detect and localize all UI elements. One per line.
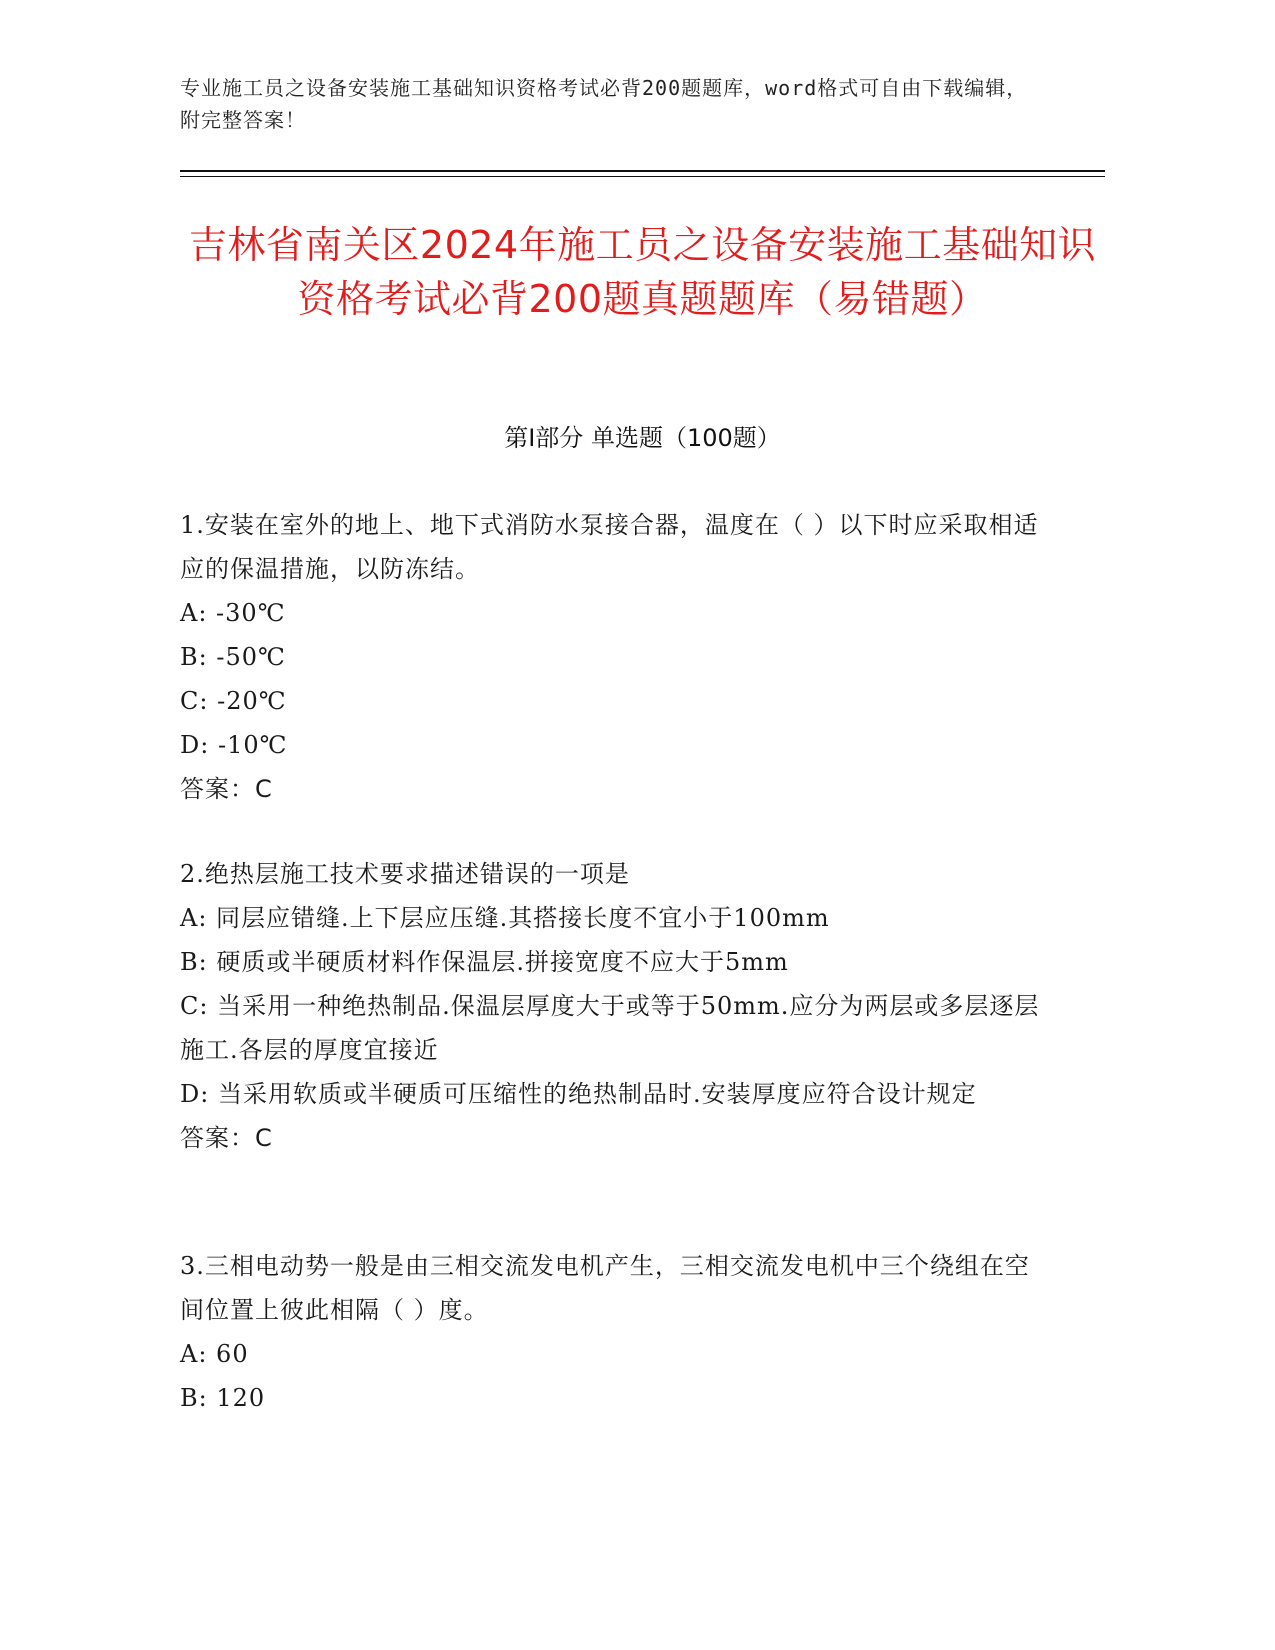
option-b: B: 120 (180, 1384, 266, 1412)
option-a: A: 同层应错缝.上下层应压缝.其搭接长度不宜小于100mm (180, 904, 830, 932)
option-d: D: -10℃ (180, 731, 288, 759)
option-c: C: 当采用一种绝热制品.保温层厚度大于或等于50mm.应分为两层或多层逐层施工.各层的厚度宜接近 (180, 992, 1040, 1064)
question-stem: 1.安装在室外的地上、地下式消防水泵接合器，温度在（ ）以下时应采取相适应的保温措施，以防冻结。 (180, 511, 1039, 583)
option-a: A: 60 (180, 1340, 249, 1368)
option-b: B: 硬质或半硬质材料作保温层.拼接宽度不应大于5mm (180, 948, 789, 976)
question-stem: 2.绝热层施工技术要求描述错误的一项是 (180, 860, 630, 888)
question-3 (180, 1244, 1040, 1420)
section-title: 第Ⅰ部分 单选题（100题） (504, 424, 781, 452)
option-d: D: 当采用软质或半硬质可压缩性的绝热制品时.安装厚度应符合设计规定 (180, 1080, 977, 1108)
header-note: 专业施工员之设备安装施工基础知识资格考试必背200题题库，word格式可自由下载编辑，附完整答案！ (180, 76, 1028, 132)
option-b: B: -50℃ (180, 643, 286, 671)
header-rule-thick (180, 170, 1105, 172)
answer: 答案：C (180, 1124, 273, 1152)
option-c: C: -20℃ (180, 687, 287, 715)
document-title: 吉林省南关区2024年施工员之设备安装施工基础知识资格考试必背200题真题题库（易错题） (188, 223, 1097, 321)
option-a: A: -30℃ (180, 599, 286, 627)
question-2 (180, 852, 1040, 1160)
question-stem: 3.三相电动势一般是由三相交流发电机产生，三相交流发电机中三个绕组在空间位置上彼此相隔（ ）度。 (180, 1252, 1030, 1324)
answer: 答案：C (180, 775, 273, 803)
question-1 (180, 503, 1040, 811)
header-rule-thin (180, 176, 1105, 177)
